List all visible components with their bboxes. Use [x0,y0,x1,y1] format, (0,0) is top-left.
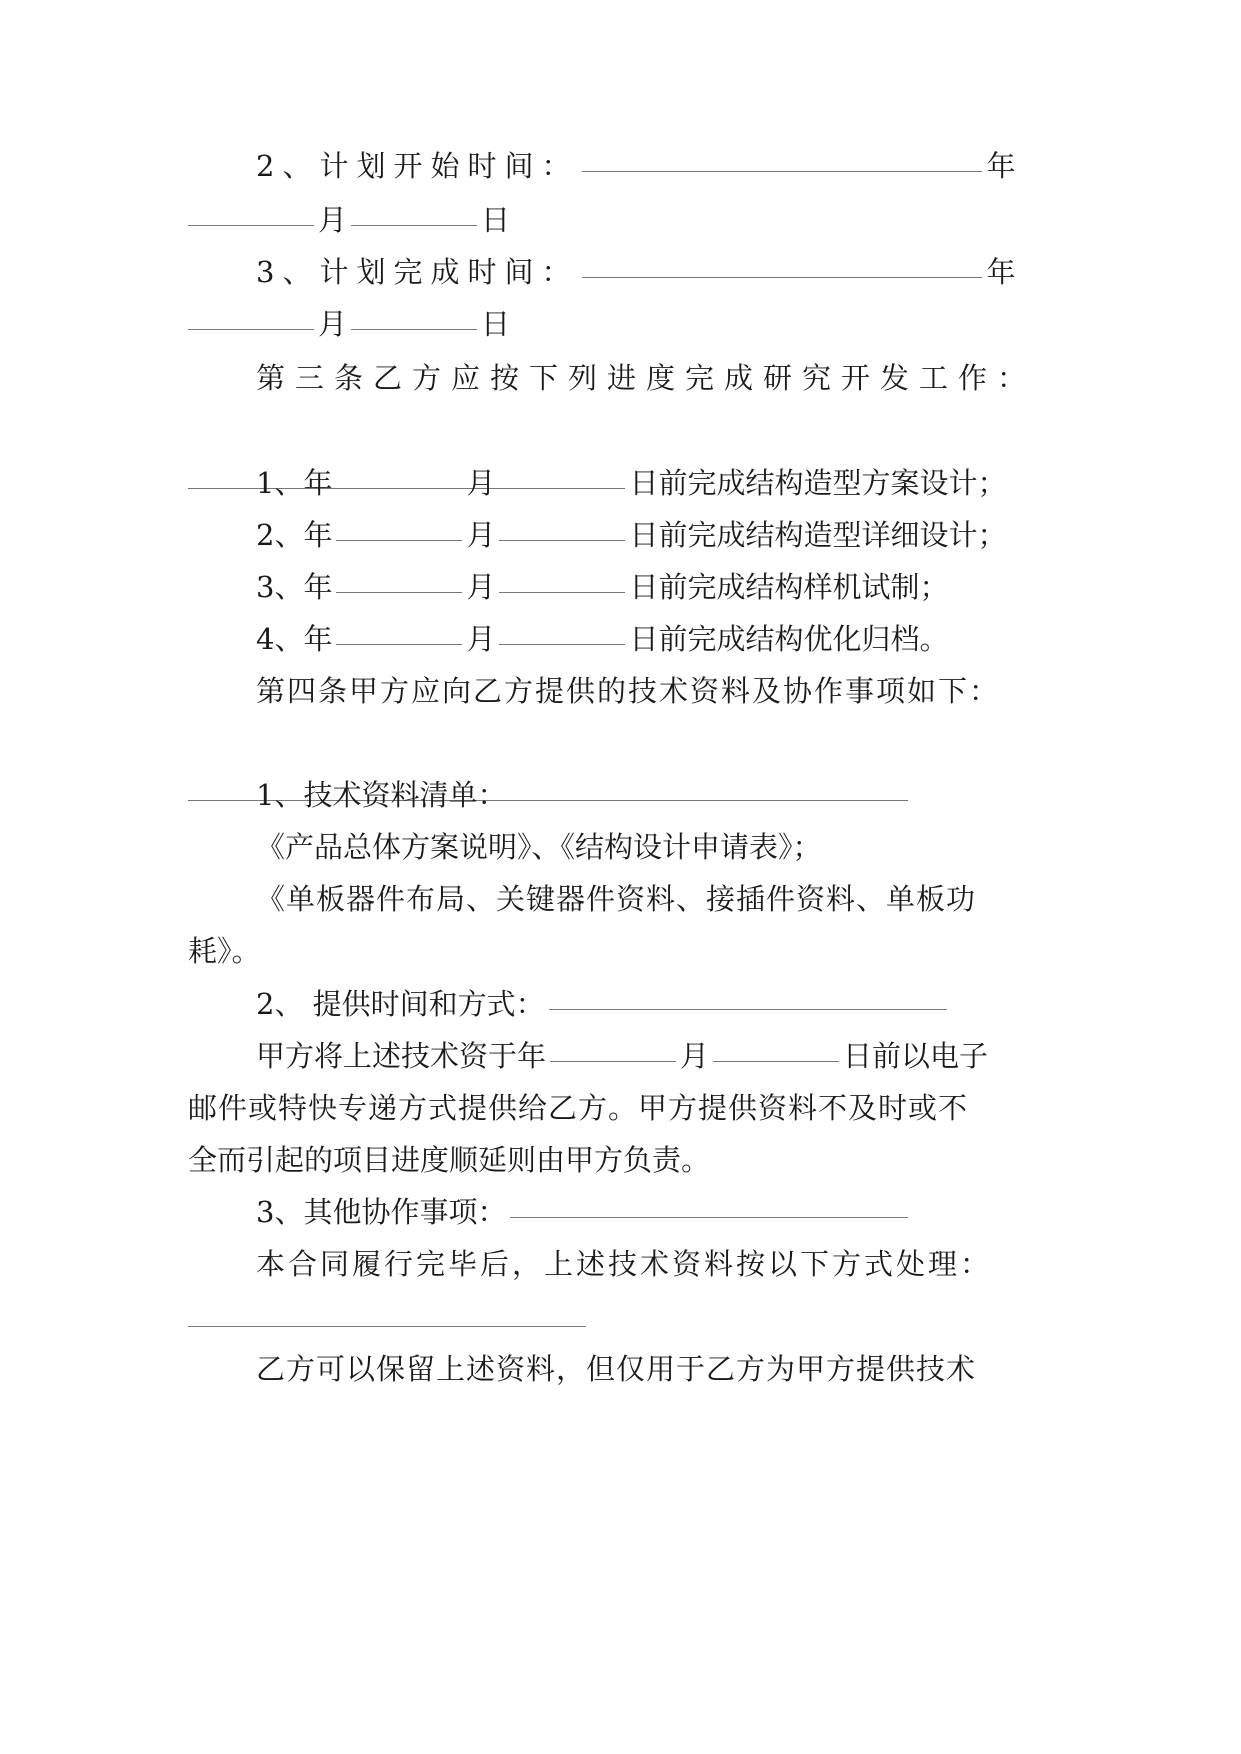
blank-field[interactable] [336,512,462,541]
retain-line: 乙方可以保留上述资料，但仅用于乙方为甲方提供技术 [256,1352,977,1386]
blank-field[interactable] [550,1033,676,1062]
blank-field[interactable] [510,772,908,801]
blank-field[interactable] [582,249,982,278]
blank-rule[interactable] [188,1326,586,1327]
item-prefix: 4、年 [256,622,333,656]
blank-field[interactable] [336,616,462,645]
plan-end-date-line [188,296,1058,352]
blank-field[interactable] [188,197,314,226]
month-label: 月 [680,1039,710,1073]
other-items-label: 3、其他协作事项： [256,1195,507,1229]
month-label: 月 [318,203,348,237]
provide-para-line-1 [256,1028,1126,1084]
clause-4-heading: 第四条甲方应向乙方提供的技术资料及协作事项如下： [256,674,1001,708]
year-label: 年 [986,255,1024,289]
blank-field[interactable] [582,143,982,172]
item-prefix: 3、年 [256,570,333,604]
year-label: 年 [986,149,1024,183]
blank-field[interactable] [351,301,477,330]
blank-field[interactable] [351,197,477,226]
blank-field[interactable] [499,616,625,645]
blank-field[interactable] [336,460,462,489]
tech-list-line [256,767,1126,823]
schedule-item-2 [256,507,1126,563]
blank-field[interactable] [499,460,625,489]
month-label: 月 [466,466,496,500]
plan-start-label: 2、计划开始时间： [256,149,579,183]
provide-para-line-3: 全而引起的项目进度顺延则由甲方负责。 [188,1143,711,1177]
schedule-item-1 [256,455,1126,511]
provide-time-line [256,976,1126,1032]
item-prefix: 1、年 [256,466,333,500]
month-label: 月 [466,622,496,656]
item-text: 日前完成结构造型详细设计； [629,518,1007,552]
schedule-item-4 [256,611,1126,667]
blank-field[interactable] [188,301,314,330]
day-label: 日 [481,203,511,237]
para-text: 日前以电子 [843,1039,989,1073]
item-text: 日前完成结构造型方案设计； [629,466,1007,500]
blank-field[interactable] [336,564,462,593]
month-label: 月 [466,570,496,604]
provide-para-line-2: 邮件或特快专递方式提供给乙方。甲方提供资料不及时或不 [188,1091,969,1125]
plan-start-line [256,138,1126,194]
item-text: 日前完成结构优化归档。 [629,622,949,656]
plan-start-date-line [188,192,1058,248]
after-contract-line: 本合同履行完毕后，上述技术资料按以下方式处理： [256,1247,993,1281]
clause-3-heading: 第三条乙方应按下列进度完成研究开发工作： [256,361,1037,395]
provide-time-label: 2、 提供时间和方式： [256,987,545,1021]
blank-field[interactable] [510,1189,908,1218]
day-label: 日 [481,307,511,341]
plan-end-label: 3、计划完成时间： [256,255,579,289]
blank-field[interactable] [713,1033,839,1062]
docs-line-2-cont: 耗》。 [188,934,261,968]
item-text: 日前完成结构样机试制； [629,570,949,604]
docs-line-1: 《产品总体方案说明》、《结构设计申请表》； [256,830,822,864]
month-label: 月 [318,307,348,341]
item-prefix: 2、年 [256,518,333,552]
month-label: 月 [466,518,496,552]
blank-field[interactable] [499,564,625,593]
docs-line-2: 《单板器件布局、关键器件资料、接插件资料、单板功 [256,882,977,916]
schedule-item-3 [256,559,1126,615]
other-items-line [256,1184,1126,1240]
para-text: 甲方将上述技术资于年 [256,1039,547,1073]
tech-list-label: 1、技术资料清单： [256,778,507,812]
plan-end-line [256,244,1126,300]
blank-field[interactable] [499,512,625,541]
blank-field[interactable] [549,981,947,1010]
